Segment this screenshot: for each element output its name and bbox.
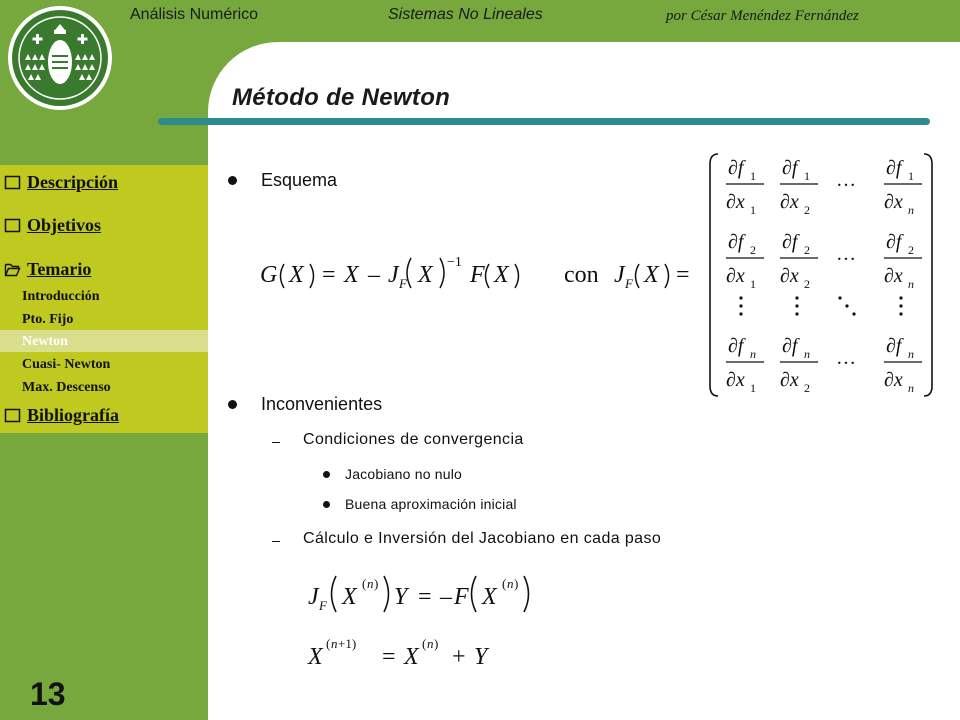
menu-item-label: Bibliografía — [27, 405, 120, 425]
svg-text:∂f: ∂f — [886, 231, 902, 253]
svg-text:2: 2 — [804, 203, 810, 217]
bullet-inconvenientes — [228, 394, 382, 415]
svg-text:∂f: ∂f — [886, 335, 902, 357]
svg-text:1: 1 — [750, 381, 756, 395]
bullet-text: Inconvenientes — [261, 394, 383, 414]
svg-text:J: J — [614, 262, 625, 288]
bullet-dot — [228, 176, 237, 185]
folder-icon — [4, 174, 21, 191]
update-formula — [306, 634, 526, 674]
item-text: Jacobiano no nulo — [345, 466, 463, 482]
course-name: Análisis Numérico — [130, 6, 259, 23]
menu-item-bibliografia[interactable] — [4, 405, 119, 426]
svg-text:=: = — [322, 262, 336, 288]
svg-text:∂f: ∂f — [728, 335, 744, 357]
subitem-cuasi-newton[interactable]: Cuasi- Newton — [22, 357, 111, 372]
svg-text:n: n — [427, 636, 434, 651]
sub-bullet-text: Cálculo e Inversión del Jacobiano en cada paso — [303, 530, 662, 547]
subitem-punto-fijo[interactable]: Pto. Fijo — [22, 312, 74, 327]
svg-text:−1: −1 — [447, 255, 462, 270]
svg-text:(: ( — [326, 636, 331, 651]
menu-item-label: Objetivos — [27, 215, 101, 235]
author-name: por César Menéndez Fernández — [666, 8, 859, 24]
svg-text:∂f: ∂f — [782, 157, 798, 179]
svg-text:∂x: ∂x — [780, 191, 799, 213]
item-buena-aproximacion — [323, 496, 517, 512]
svg-text:1: 1 — [750, 277, 756, 291]
subitem-max-descenso[interactable]: Max. Descenso — [22, 380, 111, 395]
svg-text:∂x: ∂x — [884, 369, 903, 391]
sub-bullet-text: Condiciones de convergencia — [303, 431, 524, 448]
subitem-introduccion[interactable]: Introducción — [22, 289, 100, 304]
item-jacobiano-no-nulo — [323, 466, 462, 482]
svg-text:1: 1 — [908, 169, 914, 183]
con-word: con — [564, 262, 599, 288]
svg-text:1: 1 — [750, 203, 756, 217]
svg-text:F: F — [454, 584, 469, 610]
bullet-esquema — [228, 170, 337, 191]
svg-text:F: F — [625, 276, 633, 291]
svg-text:n: n — [908, 277, 914, 291]
horizontal-ellipsis: … — [836, 347, 856, 369]
svg-text:X: X — [344, 262, 359, 288]
svg-text:=: = — [382, 644, 396, 670]
svg-text:X: X — [308, 644, 323, 670]
newton-iteration-formula — [258, 250, 708, 300]
svg-text:X: X — [289, 262, 304, 288]
svg-text:2: 2 — [804, 243, 810, 257]
linear-system-formula — [306, 570, 606, 620]
svg-text:): ) — [514, 576, 519, 591]
topic-name: Sistemas No Lineales — [388, 6, 543, 23]
svg-text:n: n — [908, 381, 914, 395]
svg-text:∂x: ∂x — [884, 265, 903, 287]
svg-text:=: = — [676, 262, 690, 288]
svg-text:F: F — [319, 598, 327, 613]
svg-text:∂x: ∂x — [726, 191, 745, 213]
svg-text:X: X — [644, 262, 659, 288]
svg-text:+: + — [452, 644, 466, 670]
jacobian-matrix — [708, 150, 934, 400]
svg-text:2: 2 — [804, 277, 810, 291]
svg-text:–: – — [440, 584, 452, 610]
menu-item-label: Temario — [27, 259, 92, 279]
title-underline — [158, 118, 930, 125]
svg-text:+1): +1) — [338, 636, 357, 651]
svg-text:): ) — [374, 576, 379, 591]
slide-title: Método de Newton — [232, 84, 451, 111]
svg-text:Y: Y — [394, 584, 408, 610]
bullet-dot — [323, 501, 330, 508]
svg-text:2: 2 — [750, 243, 756, 257]
svg-text:n: n — [507, 576, 514, 591]
svg-text:2: 2 — [804, 381, 810, 395]
horizontal-ellipsis: … — [836, 169, 856, 191]
menu-item-temario[interactable] — [4, 259, 91, 280]
menu-item-descripcion[interactable] — [4, 172, 118, 193]
svg-text:X: X — [418, 262, 433, 288]
svg-text:∂x: ∂x — [726, 369, 745, 391]
dash-marker — [272, 442, 280, 443]
svg-text:∂f: ∂f — [782, 231, 798, 253]
svg-text:∂x: ∂x — [780, 265, 799, 287]
svg-text:(: ( — [422, 636, 427, 651]
folder-icon — [4, 217, 21, 234]
svg-text:J: J — [308, 584, 319, 610]
svg-text:n: n — [908, 203, 914, 217]
svg-text:n: n — [331, 636, 338, 651]
svg-text:n: n — [908, 347, 914, 361]
svg-text:–: – — [368, 262, 380, 288]
svg-text:2: 2 — [908, 243, 914, 257]
sub-bullet-convergencia — [272, 431, 524, 449]
svg-text:F: F — [470, 262, 485, 288]
svg-text:F: F — [399, 276, 407, 291]
svg-text:1: 1 — [804, 169, 810, 183]
svg-text:n: n — [367, 576, 374, 591]
svg-text:X: X — [342, 584, 357, 610]
svg-text:X: X — [482, 584, 497, 610]
svg-text:∂f: ∂f — [782, 335, 798, 357]
svg-text:(: ( — [362, 576, 367, 591]
svg-text:n: n — [750, 347, 756, 361]
menu-item-objetivos[interactable] — [4, 215, 101, 236]
sub-bullet-calculo — [272, 530, 661, 548]
horizontal-ellipsis: … — [836, 243, 856, 265]
item-text: Buena aproximación inicial — [345, 496, 517, 512]
subitem-newton[interactable]: Newton — [22, 334, 68, 349]
bullet-text: Esquema — [261, 170, 338, 190]
menu-item-label: Descripción — [27, 172, 118, 192]
svg-text:=: = — [418, 584, 432, 610]
svg-text:∂x: ∂x — [726, 265, 745, 287]
svg-text:(: ( — [502, 576, 507, 591]
svg-text:Y: Y — [474, 644, 488, 670]
svg-text:G: G — [260, 262, 278, 288]
folder-icon — [4, 407, 21, 424]
bullet-dot — [228, 400, 237, 409]
page-number: 13 — [30, 676, 66, 712]
svg-text:): ) — [434, 636, 439, 651]
svg-text:X: X — [404, 644, 419, 670]
svg-text:∂f: ∂f — [728, 157, 744, 179]
svg-text:∂x: ∂x — [780, 369, 799, 391]
dash-marker — [272, 541, 280, 542]
svg-text:1: 1 — [750, 169, 756, 183]
svg-text:X: X — [494, 262, 509, 288]
svg-text:∂x: ∂x — [884, 191, 903, 213]
svg-text:J: J — [388, 262, 399, 288]
svg-text:∂f: ∂f — [886, 157, 902, 179]
bullet-dot — [323, 471, 330, 478]
svg-text:∂f: ∂f — [728, 231, 744, 253]
svg-text:n: n — [804, 347, 810, 361]
folder-open-icon — [4, 261, 21, 278]
university-crest-icon — [6, 4, 114, 112]
